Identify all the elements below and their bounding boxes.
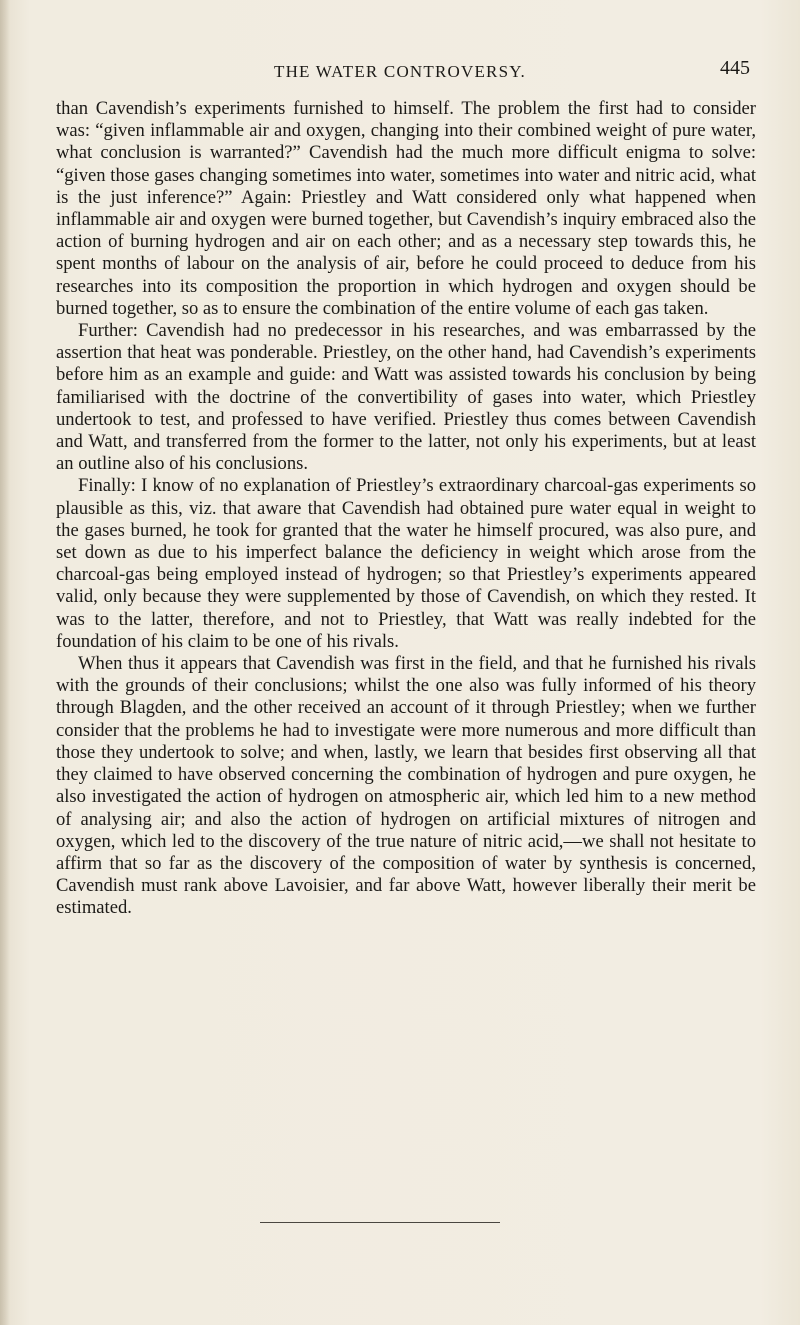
paragraph: Further: Cavendish had no predecessor in his researches, and was embarrassed by the assertion that heat was ponderable. Priestley, on the other hand, had Cavendish’s experiments before him as an example and guide: and Watt was assisted towards his conclusion by being familiarised with the doctrine of the convertibility of gases into water, which Priestley undertook to test, and professed to have verified. Priestley thus comes between Cavendish and Watt, and transferred from the former to the latter, not only his experiments, but at least an outline also of his conclusions. (56, 320, 756, 475)
section-divider-rule (260, 1222, 500, 1223)
paragraph: than Cavendish’s experiments furnished to himself. The problem the first had to consider was: “given inflammable air and oxygen, changing into their combined weight of pure water, what conclusion is warranted?” Cavendish had the much more difficult enigma to solve: “given those gases changing sometimes into water, sometimes into water and nitric acid, what is the just inference?” Again: Priestley and Watt considered only what happened when inflammable air and oxygen were burned together, but Cavendish’s inquiry embraced also the action of burning hydrogen and air on each other; and as a necessary step towards this, he spent months of labour on the analysis of air, before he could proceed to deduce from his researches into its composition the proportion in which hydrogen and oxygen should be burned together, so as to ensure the combination of the entire volume of each gas taken. (56, 98, 756, 319)
paragraph: Finally: I know of no explanation of Priestley’s extraordinary charcoal-gas experiments so plausible as this, viz. that aware that Cavendish had obtained pure water equal in weight to the gases burned, he took for granted that the water he himself procured, was also pure, and set down as due to his imperfect balance the deficiency in weight which arose from the charcoal-gas being employed instead of hydrogen; so that Priestley’s experiments appeared valid, only because they were supplemented by those of Cavendish, on which they rested. It was to the latter, therefore, and not to Priestley, that Watt was really indebted for the foundation of his claim to be one of his rivals. (56, 475, 756, 652)
page-number: 445 (720, 57, 750, 79)
binding-shadow (0, 0, 10, 1325)
body-text (56, 98, 756, 920)
running-title: THE WATER CONTROVERSY. (274, 62, 526, 81)
paragraph: When thus it appears that Cavendish was first in the field, and that he furnished his rivals with the grounds of their conclusions; whilst the one also was fully informed of his theory through Blagden, and the other received an account of it through Priestley; when we further consider that the problems he had to investigate were more numerous and more difficult than those they undertook to solve; and when, lastly, we learn that besides first observing all that they claimed to have observed concerning the combination of hydrogen and pure oxygen, he also investigated the action of hydrogen on atmospheric air, which led him to a new method of analysing air; and also the action of hydrogen on artificial mixtures of nitrogen and oxygen, which led to the discovery of the true nature of nitric acid,—we shall not hesitate to affirm that so far as the discovery of the composition of water by synthesis is concerned, Cavendish must rank above Lavoisier, and far above Watt, however liberally their merit be estimated. (56, 653, 756, 919)
